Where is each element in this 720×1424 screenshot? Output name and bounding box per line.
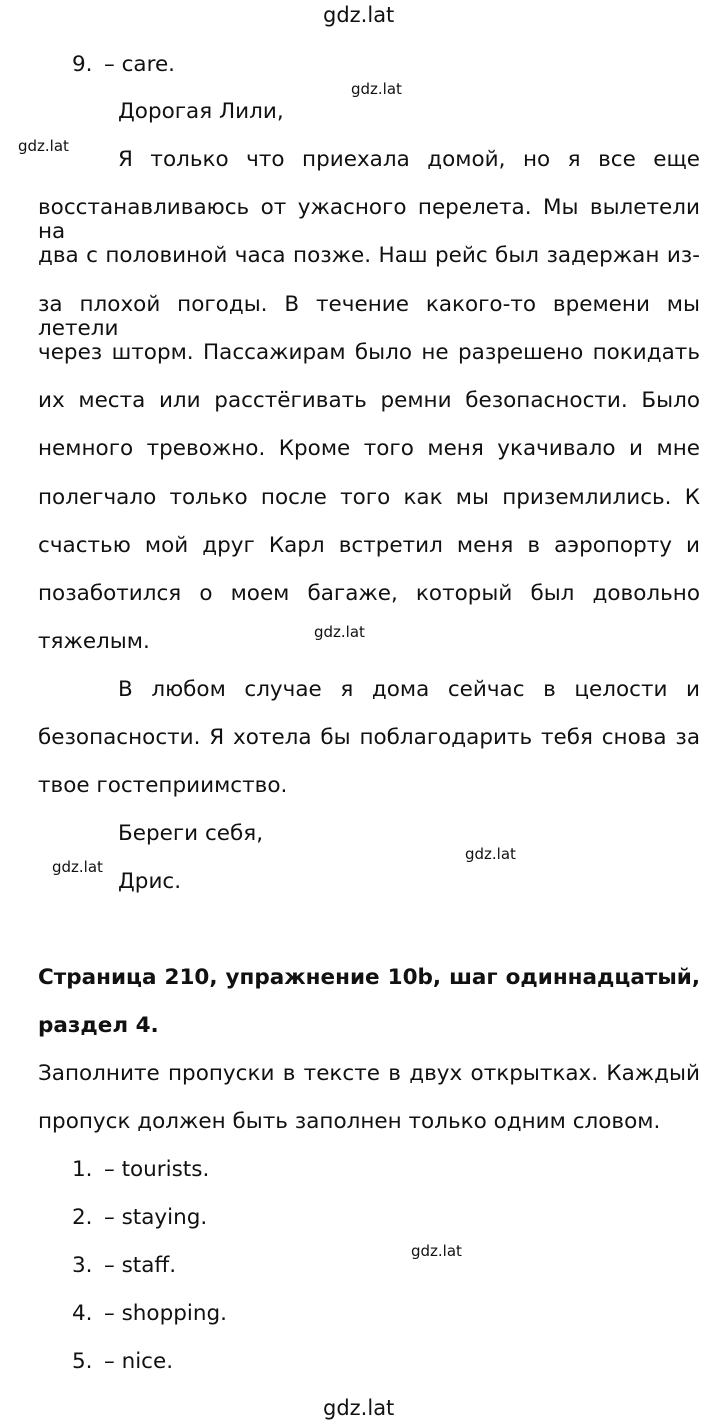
answer-item: [72, 1205, 207, 1230]
item-text: – tourists.: [104, 1157, 210, 1182]
item-text: – staff.: [104, 1253, 177, 1278]
letter-greeting: Дорогая Лили,: [118, 99, 284, 124]
item-text: – shopping.: [104, 1301, 227, 1326]
answer-item-9: [72, 52, 175, 77]
letter-line: через шторм. Пассажирам было не разрешено покидать: [38, 340, 700, 365]
letter-closing: Береги себя,: [118, 821, 264, 846]
watermark: gdz.lat: [18, 137, 69, 155]
item-number: 5.: [72, 1349, 93, 1374]
instruction-line: пропуск должен быть заполнен только одним словом.: [38, 1109, 661, 1134]
letter-signature: Дрис.: [118, 869, 182, 894]
watermark: gdz.lat: [323, 3, 395, 27]
letter-line: твое гостеприимство.: [38, 773, 288, 798]
letter-line: немного тревожно. Кроме того меня укачивало и мне: [38, 436, 700, 461]
watermark: gdz.lat: [465, 845, 516, 863]
answer-item: [72, 1253, 176, 1278]
item-text: – care.: [104, 52, 176, 77]
letter-line: позаботился о моем багаже, который был довольно: [38, 581, 700, 606]
watermark: gdz.lat: [314, 623, 365, 641]
letter-line: безопасности. Я хотела бы поблагодарить тебя снова за: [38, 725, 700, 750]
letter-line: полегчало только после того как мы приземлились. К: [38, 485, 700, 510]
item-number: 4.: [72, 1301, 93, 1326]
answer-item: [72, 1301, 227, 1326]
item-number: 1.: [72, 1157, 93, 1182]
letter-line: за плохой погоды. В течение какого-то времени мы летели: [38, 292, 700, 341]
item-text: – nice.: [104, 1349, 174, 1374]
letter-line: счастью мой друг Карл встретил меня в аэропорту и: [38, 533, 700, 558]
item-number: 3.: [72, 1253, 93, 1278]
item-number: 2.: [72, 1205, 93, 1230]
letter-line: два с половиной часа позже. Наш рейс был задержан из-: [38, 243, 700, 268]
section-heading: Страница 210, упражнение 10b, шаг одиннадцатый,: [38, 965, 700, 990]
watermark: gdz.lat: [351, 80, 402, 98]
instruction-line: Заполните пропуски в тексте в двух открытках. Каждый: [38, 1061, 700, 1086]
answer-item: [72, 1349, 173, 1374]
letter-line: Я только что приехала домой, но я все еще: [118, 147, 700, 172]
letter-line: В любом случае я дома сейчас в целости и: [118, 677, 700, 702]
letter-line: восстанавливаюсь от ужасного перелета. Мы вылетели на: [38, 195, 700, 244]
answer-item: [72, 1157, 209, 1182]
watermark: gdz.lat: [323, 1396, 395, 1420]
watermark: gdz.lat: [52, 858, 103, 876]
letter-line: тяжелым.: [38, 629, 150, 654]
item-number: 9.: [72, 52, 93, 77]
section-heading-cont: раздел 4.: [38, 1013, 159, 1038]
item-text: – staying.: [104, 1205, 208, 1230]
letter-line: их места или расстёгивать ремни безопасности. Было: [38, 388, 700, 413]
watermark: gdz.lat: [411, 1242, 462, 1260]
